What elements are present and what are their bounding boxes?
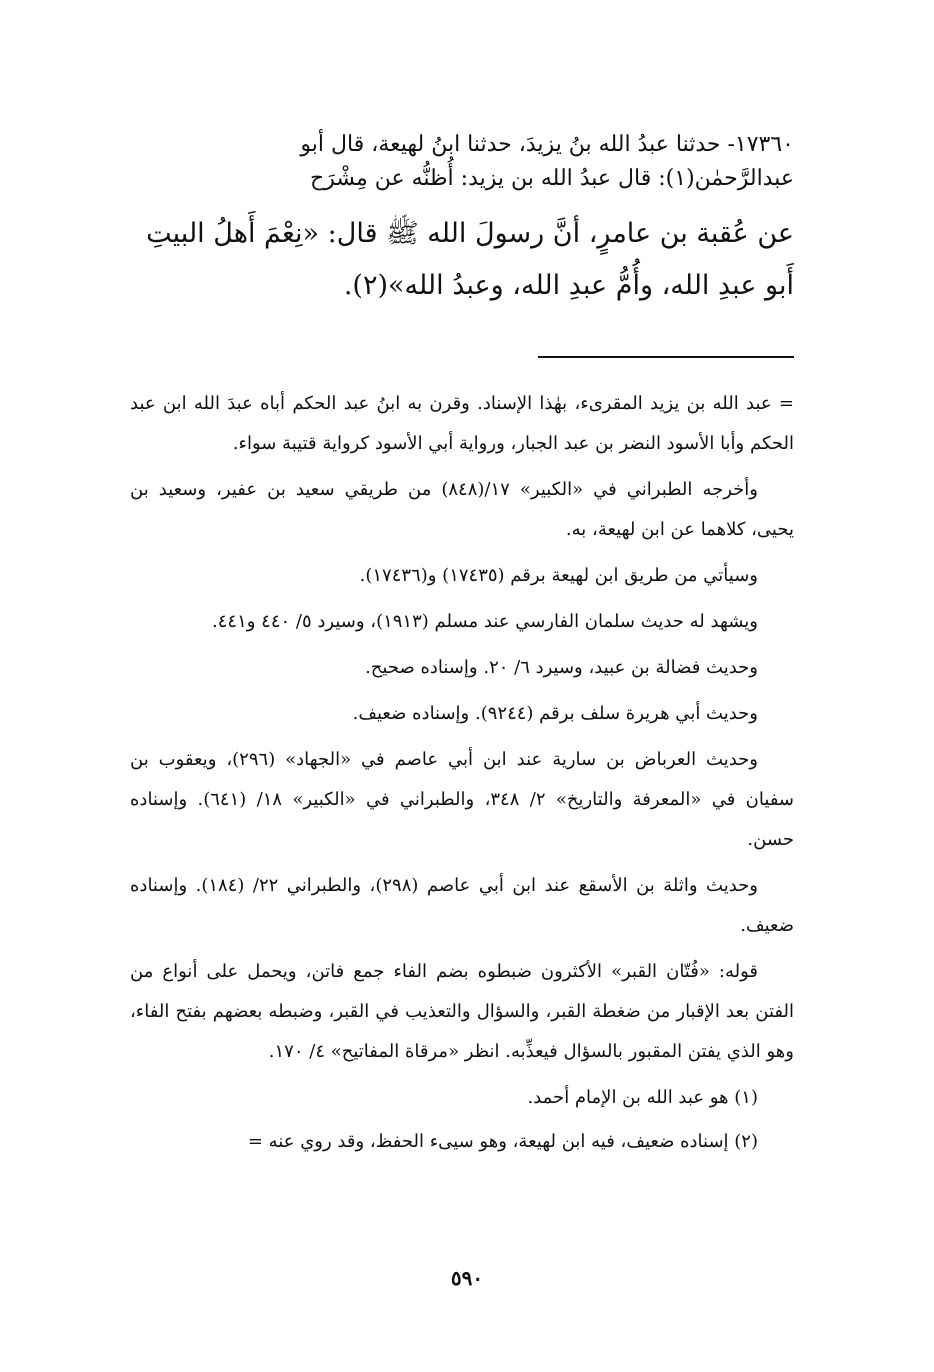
note-paragraph: وحديث العرباض بن سارية عند ابن أبي عاصم في «الجهاد» (٢٩٦)، ويعقوب بن سفيان في «المعرفة والتاريخ» ٢/ ٣٤٨، والطبراني في «الكبير» ١٨/ (٦٤١). وإسناده حسن.	[130, 749, 795, 850]
hadith-matn-line: عن عُقبة بن عامرٍ، أنَّ رسولَ الله ﷺ قال: «نِعْمَ أَهلُ البيتِ	[146, 218, 794, 249]
note-paragraph: وحديث أبي هريرة سلف برقم (٩٢٤٤). وإسناده ضعيف.	[352, 703, 758, 724]
hadith-header-line: ١٧٣٦٠- حدثنا عبدُ الله بنُ يزيدَ، حدثنا ابنُ لهيعة، قال أبو	[300, 132, 794, 157]
note-paragraph: وأخرجه الطبراني في «الكبير» ١٧/(٨٤٨) من طريقي سعيد بن عفير، وسعيد بن يحيى، كلاهما عن ابن لهيعة، به.	[130, 479, 794, 540]
page-number: ٥٩٠	[450, 1266, 484, 1290]
footnote-2: (٢) إسناده ضعيف، فيه ابن لهيعة، وهو سيىء الحفظ، وقد روي عنه =	[247, 1131, 758, 1152]
hadith-header-line: عبدالرَّحمٰن(١): قال عبدُ الله بن يزيد: أُظنُّه عن مِشْرَح	[310, 166, 794, 191]
note-paragraph: وحديث فضالة بن عبيد، وسيرد ٦/ ٢٠. وإسناده صحيح.	[365, 657, 758, 678]
footnote-separator	[538, 356, 794, 358]
note-paragraph: = عبد الله بن يزيد المقرىء، بهٰذا الإسناد. وقرن به ابنُ عبد الحكم أباه عبدَ الله ابن عبد الحكم وأبا الأسود النضر بن عبد الجبار، ورواية أبي الأسود كرواية قتيبة سواء.	[130, 393, 794, 454]
note-paragraph: قوله: «فُتّان القبر» الأكثرون ضبطوه بضم الفاء جمع فاتن، ويحمل على أنواع من الفتن بعد الإقبار من ضغطة القبر، والسؤال والتعذيب في القبر، وضبطه بعضهم بفتح الفاء، وهو الذي يفتن المقبور بالسؤال فيعذِّبه. انظر «مرقاة المفاتيح» ٤/ ١٧٠.	[130, 961, 794, 1062]
hadith-matn-line: أَبو عبدِ الله، وأُمُّ عبدِ الله، وعبدُ الله»(٢).	[343, 270, 794, 301]
note-paragraph: ويشهد له حديث سلمان الفارسي عند مسلم (١٩١٣)، وسيرد ٥/ ٤٤٠ و٤٤١.	[212, 611, 758, 632]
note-paragraph: وسيأتي من طريق ابن لهيعة برقم (١٧٤٣٥) و(١٧٤٣٦).	[359, 565, 758, 586]
note-paragraph: وحديث واثلة بن الأسقع عند ابن أبي عاصم (٢٩٨)، والطبراني ٢٢/ (١٨٤). وإسناده ضعيف.	[130, 875, 794, 936]
hadith-text	[134, 128, 794, 312]
footnotes-section	[130, 384, 794, 1166]
footnote-1: (١) هو عبد الله بن الإمام أحمد.	[527, 1087, 758, 1108]
